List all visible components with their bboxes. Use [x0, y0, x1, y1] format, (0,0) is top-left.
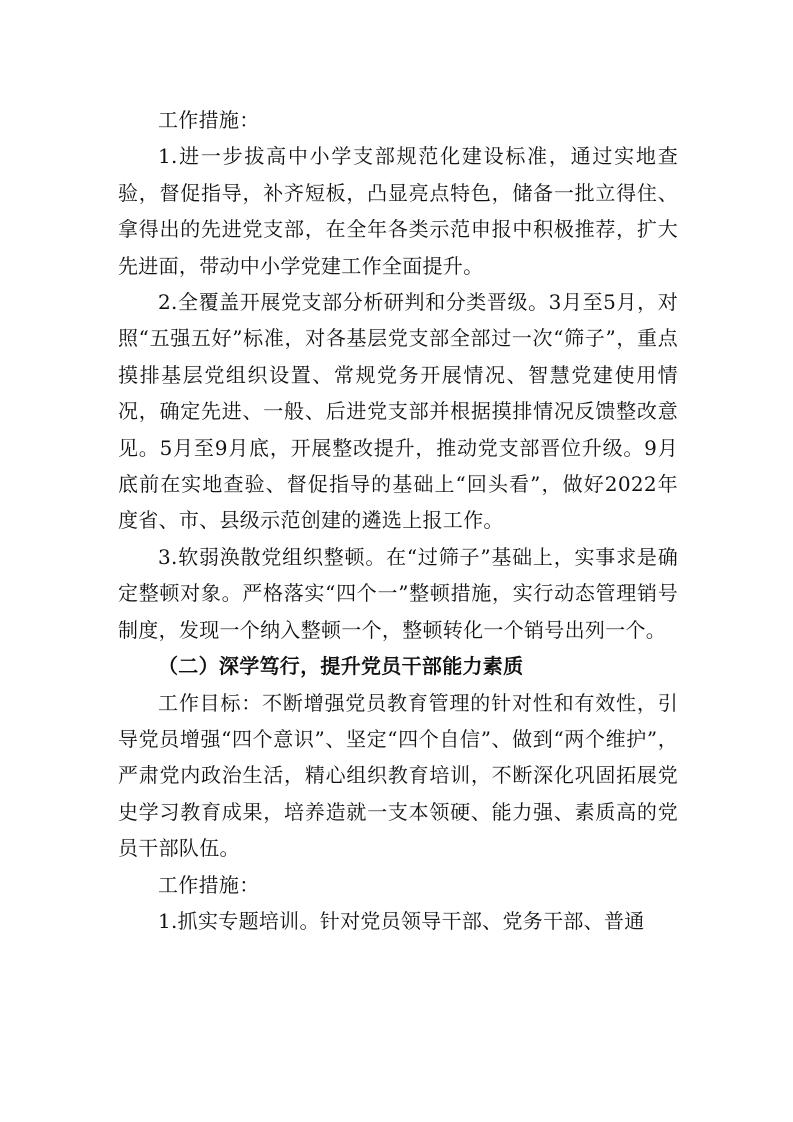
paragraph-goal: 工作目标：不断增强党员教育管理的针对性和有效性，引导党员增强“四个意识”、坚定“四个自信”、做到“两个维护”，严肃党内政治生活，精心组织教育培训，不断深化巩固拓展党史学习教育成果，培养造就一支本领硬、能力强、素质高的党员干部队伍。 [118, 690, 678, 861]
document-body [118, 102, 678, 939]
paragraph-training: 1.抓实专题培训。针对党员领导干部、党务干部、普通 [158, 908, 645, 933]
section-heading: （二）深学笃行，提升党员干部能力素质 [158, 654, 524, 679]
paragraph-measures-label-2: 工作措施： [158, 872, 260, 897]
paragraph-measure-3: 3.软弱涣散党组织整顿。在“过筛子”基础上，实事求是确定整顿对象。严格落实“四个一”整顿措施，实行动态管理销号制度，发现一个纳入整顿一个，整顿转化一个销号出列一个。 [118, 544, 678, 642]
paragraph-measures-label: 工作措施： [158, 108, 260, 132]
paragraph-measure-1: 1.进一步拔高中小学支部规范化建设标准，通过实地查验，督促指导，补齐短板，凸显亮点特色，储备一批立得住、拿得出的先进党支部，在全年各类示范申报中积极推荐，扩大先进面，带动中小学党建工作全面提升。 [118, 144, 678, 278]
paragraph-measure-2: 2.全覆盖开展党支部分析研判和分类晋级。3月至5月，对照“五强五好”标准，对各基层党支部全部过一次“筛子”，重点摸排基层党组织设置、常规党务开展情况、智慧党建使用情况，确定先进、一般、后进党支部并根据摸排情况反馈整改意见。5月至9月底，开展整改提升，推动党支部晋位升级。9月底前在实地查验、督促指导的基础上“回头看”，做好2022年度省、市、县级示范创建的遴选上报工作。 [118, 290, 678, 533]
